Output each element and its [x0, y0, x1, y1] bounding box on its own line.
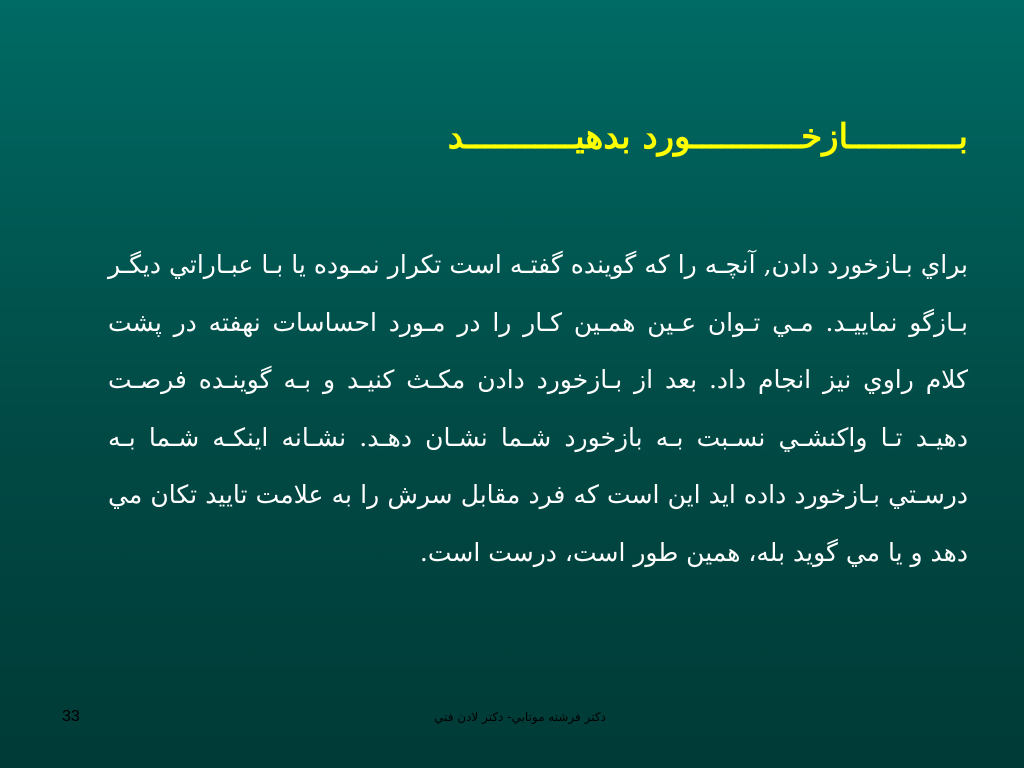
footer-author-text: دكتر فرشته موتابي- دكتر لادن فتي [434, 710, 606, 724]
slide-footer [0, 706, 1024, 730]
slide-title: بـــــــــــازخـــــــــــورد بدهيـــــــــــد [447, 117, 968, 157]
slide-body-text: براي بـازخورد دادن, آنچـه را كه گوينده گفتـه است تكرار نمـوده يا بـا عبـاراتي ديگـر بـازگو نماييـد. مـي تـوان عـين همـين كـار را در مـورد احساسات نهفته در پشت كلام راوي نيز انجام داد. بعد از بـازخورد دادن مكـث كنيـد و بـه گوينـده فرصـت دهيـد تـا واكنشـي نسـبت بـه بازخورد شـما نشـان دهـد. نشـانه اينكـه شـما بـه درسـتي بـازخورد داده ايد اين است كه فرد مقابل سرش را به علامت تاييد تكان مي دهد و يا مي گويد بله، همين طور است، درست است. [108, 250, 968, 567]
page-number: 33 [62, 708, 80, 725]
